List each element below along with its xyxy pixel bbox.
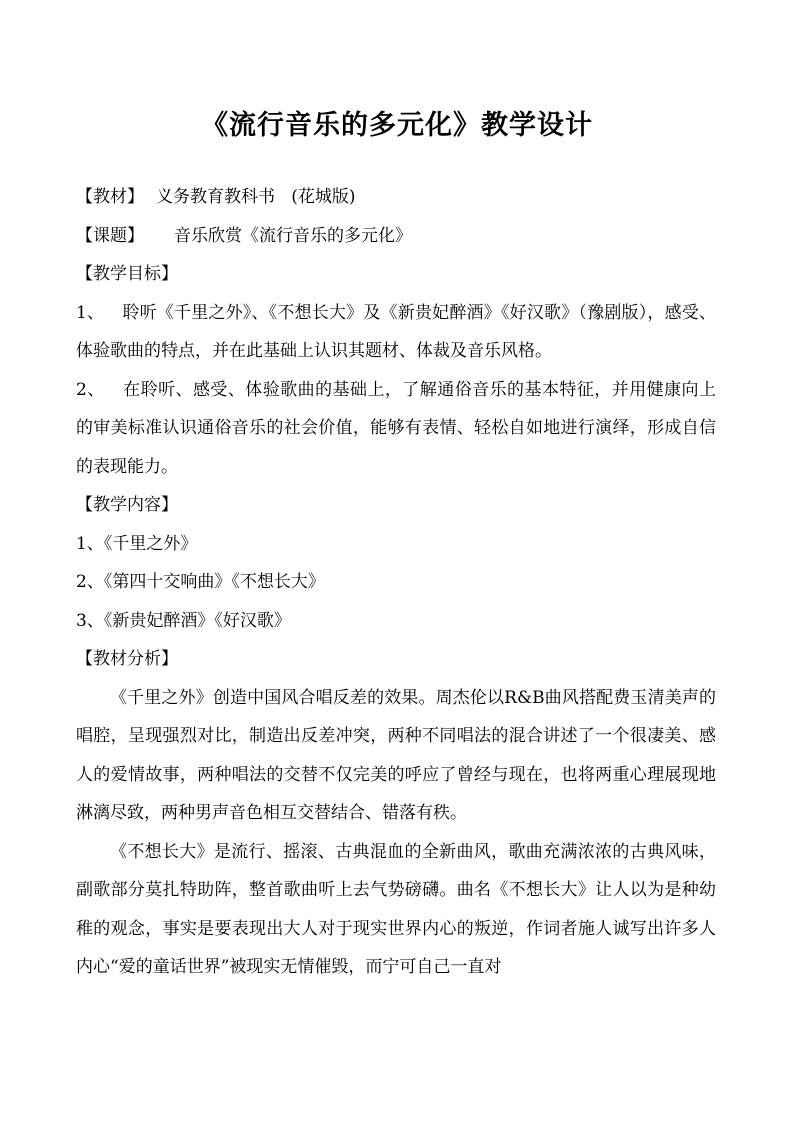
topic-line	[76, 217, 716, 256]
content-item: 3、《新贵妃醉酒》《好汉歌》	[76, 610, 291, 631]
content-heading: 【教学内容】	[76, 495, 178, 515]
material-label: 【教材】	[76, 187, 144, 207]
analysis-heading: 【教材分析】	[76, 649, 178, 669]
goal-number: 1、	[76, 302, 105, 323]
content-item: 2、《第四十交响曲》《不想长大》	[76, 572, 325, 592]
material-value: 义务教育教科书 (花城版)	[156, 187, 356, 207]
goal-item-1	[76, 294, 716, 371]
goal-text: 在聆听、感受、体验歌曲的基础上，了解通俗音乐的基本特征，并用健康向上的审美标准认识通俗音乐的社会价值，能够有表情、轻松自如地进行演绎，形成自信的表现能力。	[76, 379, 716, 477]
page-title: 《流行音乐的多元化》教学设计	[201, 110, 593, 141]
topic-label: 【课题】	[76, 225, 144, 246]
goal-number: 2、	[76, 379, 105, 400]
goals-heading: 【教学目标】	[76, 264, 178, 284]
analysis-paragraph-2: 《不想长大》是流行、摇滚、古典混血的全新曲风，歌曲充满浓浓的古典风味，副歌部分莫扎特助阵，整首歌曲听上去气势磅礴。曲名《不想长大》让人以为是种幼稚的观念，事实是要表现出大人对于现实世界内心的叛逆，作词者施人诚写出许多人内心“爱的童话世界”被现实无情催毁，而宁可自己一直对	[76, 841, 716, 977]
goal-text: 聆听《千里之外》、《不想长大》及《新贵妃醉酒》《好汉歌》（豫剧版），感受、体验歌曲的特点，并在此基础上认识其题材、体裁及音乐风格。	[76, 302, 716, 361]
topic-value: 音乐欣赏《流行音乐的多元化》	[174, 225, 412, 246]
material-line	[76, 178, 716, 217]
content-item: 1、《千里之外》	[76, 533, 198, 554]
analysis-paragraph-1: 《千里之外》创造中国风合唱反差的效果。周杰伦以R&B曲风搭配费玉清美声的唱腔，呈现强烈对比，制造出反差冲突，两种不同唱法的混合讲述了一个很凄美、感人的爱情故事，两种唱法的交替不仅完美的呼应了曾经与现在，也将两重心理展现地淋漓尽致，两种男声音色相互交替结合、错落有秩。	[76, 687, 716, 823]
goal-item-2	[76, 371, 716, 487]
document-body	[76, 178, 716, 987]
